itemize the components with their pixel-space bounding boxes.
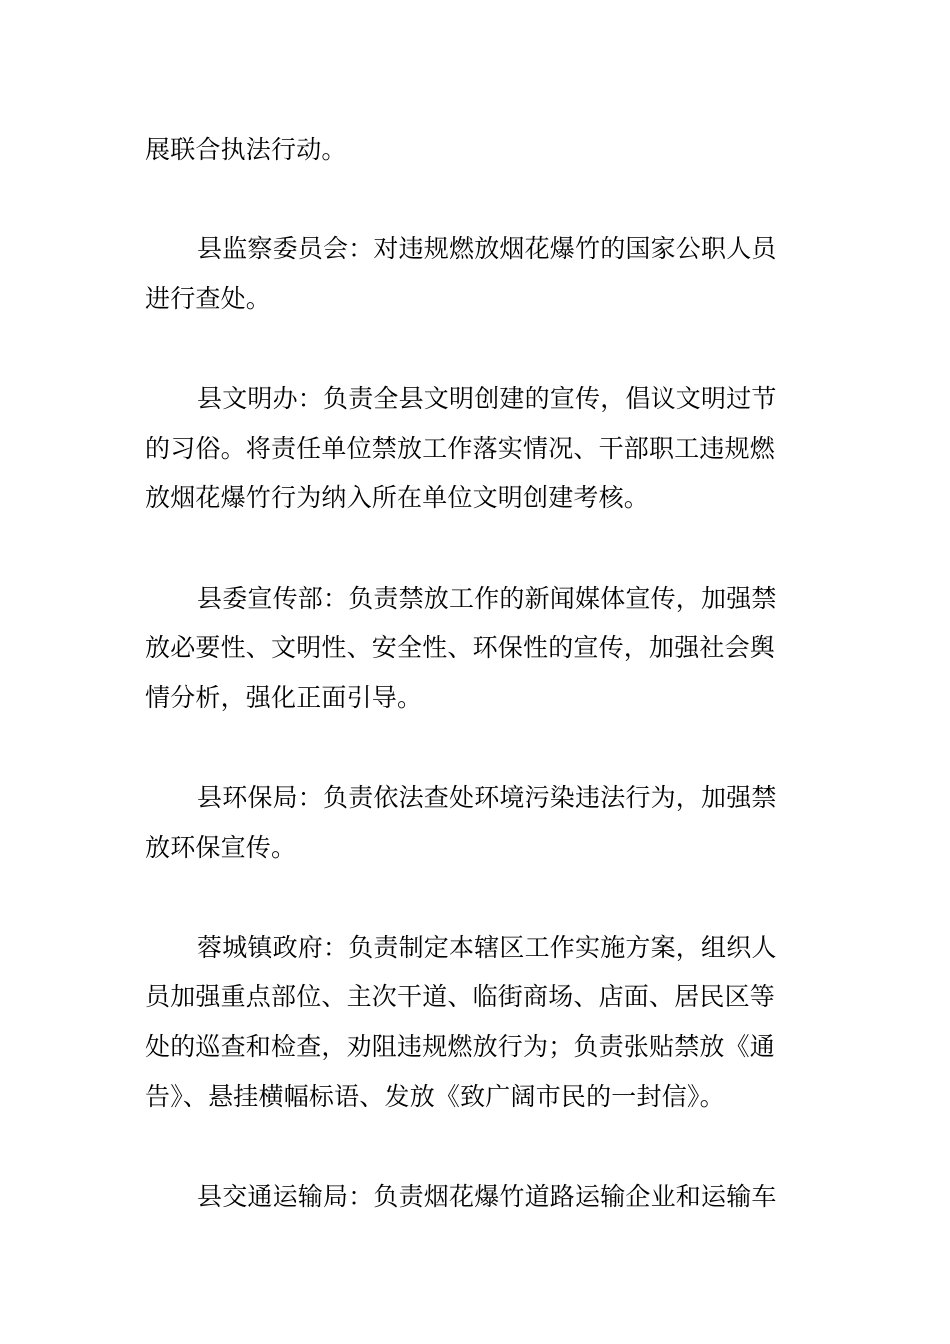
paragraph-line: 县文明办：负责全县文明创建的宣传，倡议文明过节 xyxy=(197,384,777,413)
paragraph-line: 展联合执法行动。 xyxy=(145,135,347,164)
paragraph-line: 的习俗。将责任单位禁放工作落实情况、干部职工违规燃 xyxy=(145,434,776,463)
paragraph-line: 县环保局：负责依法查处环境污染违法行为，加强禁 xyxy=(197,783,777,812)
paragraph-line: 放必要性、文明性、安全性、环保性的宣传，加强社会舆 xyxy=(145,633,776,662)
paragraph-line: 蓉城镇政府：负责制定本辖区工作实施方案，组织人 xyxy=(197,933,777,962)
paragraph-line: 情分析，强化正面引导。 xyxy=(145,683,423,712)
paragraph-line: 进行查处。 xyxy=(145,284,272,313)
paragraph-line: 县交通运输局：负责烟花爆竹道路运输企业和运输车 xyxy=(197,1182,777,1211)
paragraph-line: 员加强重点部位、主次干道、临街商场、店面、居民区等 xyxy=(145,982,776,1011)
paragraph-line: 县委宣传部：负责禁放工作的新闻媒体宣传，加强禁 xyxy=(197,584,777,613)
paragraph-line: 放环保宣传。 xyxy=(145,833,297,862)
paragraph-line: 放烟花爆竹行为纳入所在单位文明创建考核。 xyxy=(145,483,650,512)
paragraph-line: 处的巡查和检查，劝阻违规燃放行为；负责张贴禁放《通 xyxy=(145,1032,776,1061)
paragraph-line: 告》、悬挂横幅标语、发放《致广阔市民的一封信》。 xyxy=(145,1082,725,1111)
paragraph-line: 县监察委员会：对违规燃放烟花爆竹的国家公职人员 xyxy=(197,234,777,263)
